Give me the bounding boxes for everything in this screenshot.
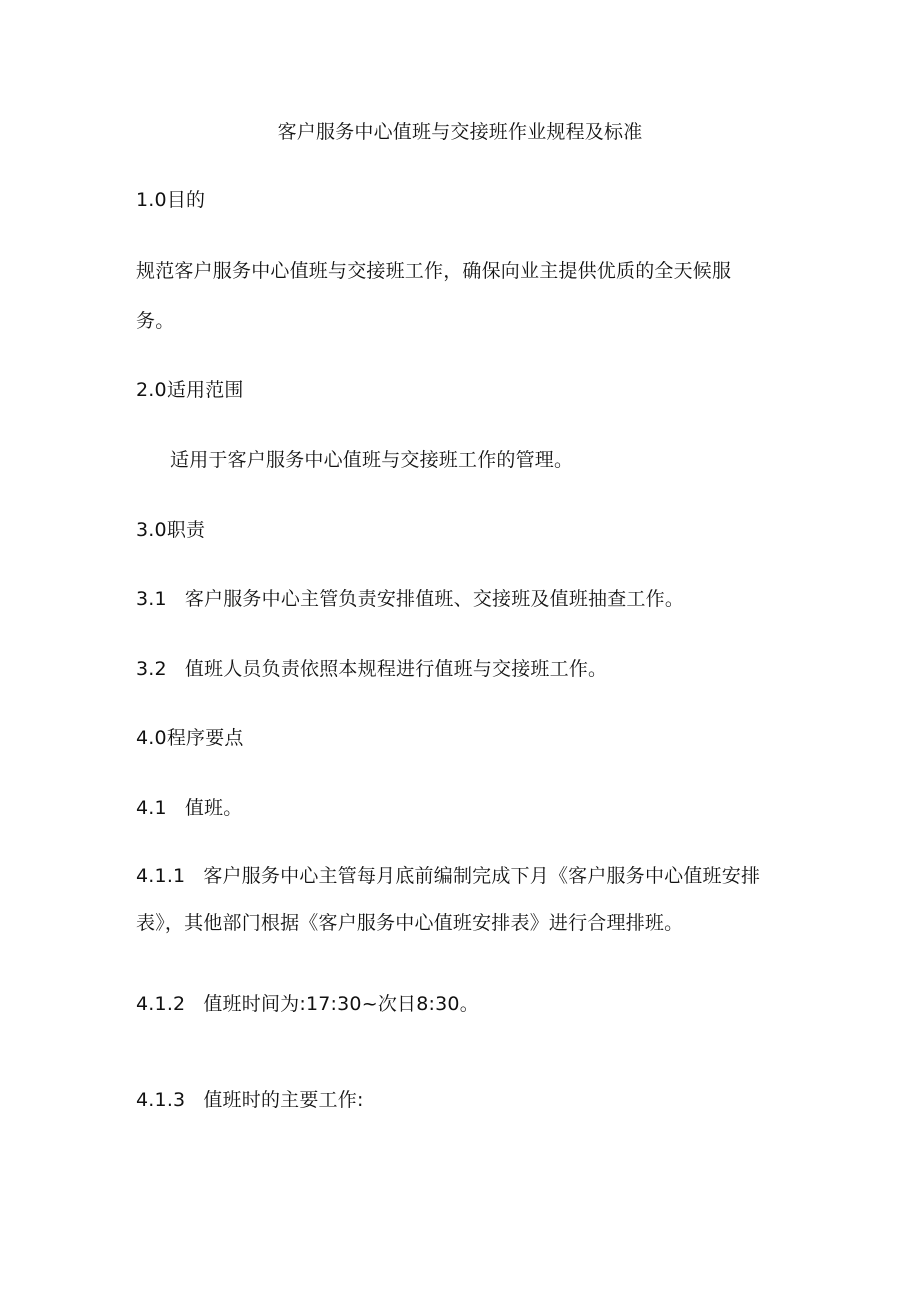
purpose-text-line1: 规范客户服务中心值班与交接班工作，确保向业主提供优质的全天候服 (136, 260, 732, 282)
duty-item-3-1 (136, 587, 684, 611)
document-title: 客户服务中心值班与交接班作业规程及标准 (277, 121, 643, 143)
procedure-item-4-1-2 (136, 992, 479, 1016)
item-text: 值班。 (184, 797, 243, 819)
item-text: 值班时间为:17:30~次日8:30。 (203, 993, 479, 1015)
procedure-item-4-1-3 (136, 1088, 364, 1112)
item-number: 4.1.1 (136, 865, 186, 887)
item-text: 客户服务中心主管负责安排值班、交接班及值班抽查工作。 (184, 588, 685, 610)
procedure-item-4-1 (136, 796, 242, 820)
section-procedure-heading: 4.0程序要点 (136, 727, 244, 749)
section-scope-heading: 2.0适用范围 (136, 379, 244, 401)
procedure-item-4-1-1-line1 (136, 864, 760, 888)
scope-text: 适用于客户服务中心值班与交接班工作的管理。 (170, 449, 574, 471)
procedure-item-4-1-1-line2: 表》，其他部门根据《客户服务中心值班安排表》进行合理排班。 (136, 912, 684, 934)
purpose-text-line2: 务。 (136, 310, 175, 332)
item-number: 3.2 (136, 658, 167, 680)
item-text: 客户服务中心主管每月底前编制完成下月《客户服务中心值班安排 (203, 865, 761, 887)
section-purpose-heading: 1.0目的 (136, 189, 206, 211)
item-number: 4.1.3 (136, 1089, 186, 1111)
item-text: 值班人员负责依照本规程进行值班与交接班工作。 (184, 658, 608, 680)
duty-item-3-2 (136, 657, 607, 681)
item-number: 3.1 (136, 588, 167, 610)
item-number: 4.1 (136, 797, 167, 819)
item-text: 值班时的主要工作: (203, 1089, 364, 1111)
item-number: 4.1.2 (136, 993, 186, 1015)
section-duty-heading: 3.0职责 (136, 519, 206, 541)
